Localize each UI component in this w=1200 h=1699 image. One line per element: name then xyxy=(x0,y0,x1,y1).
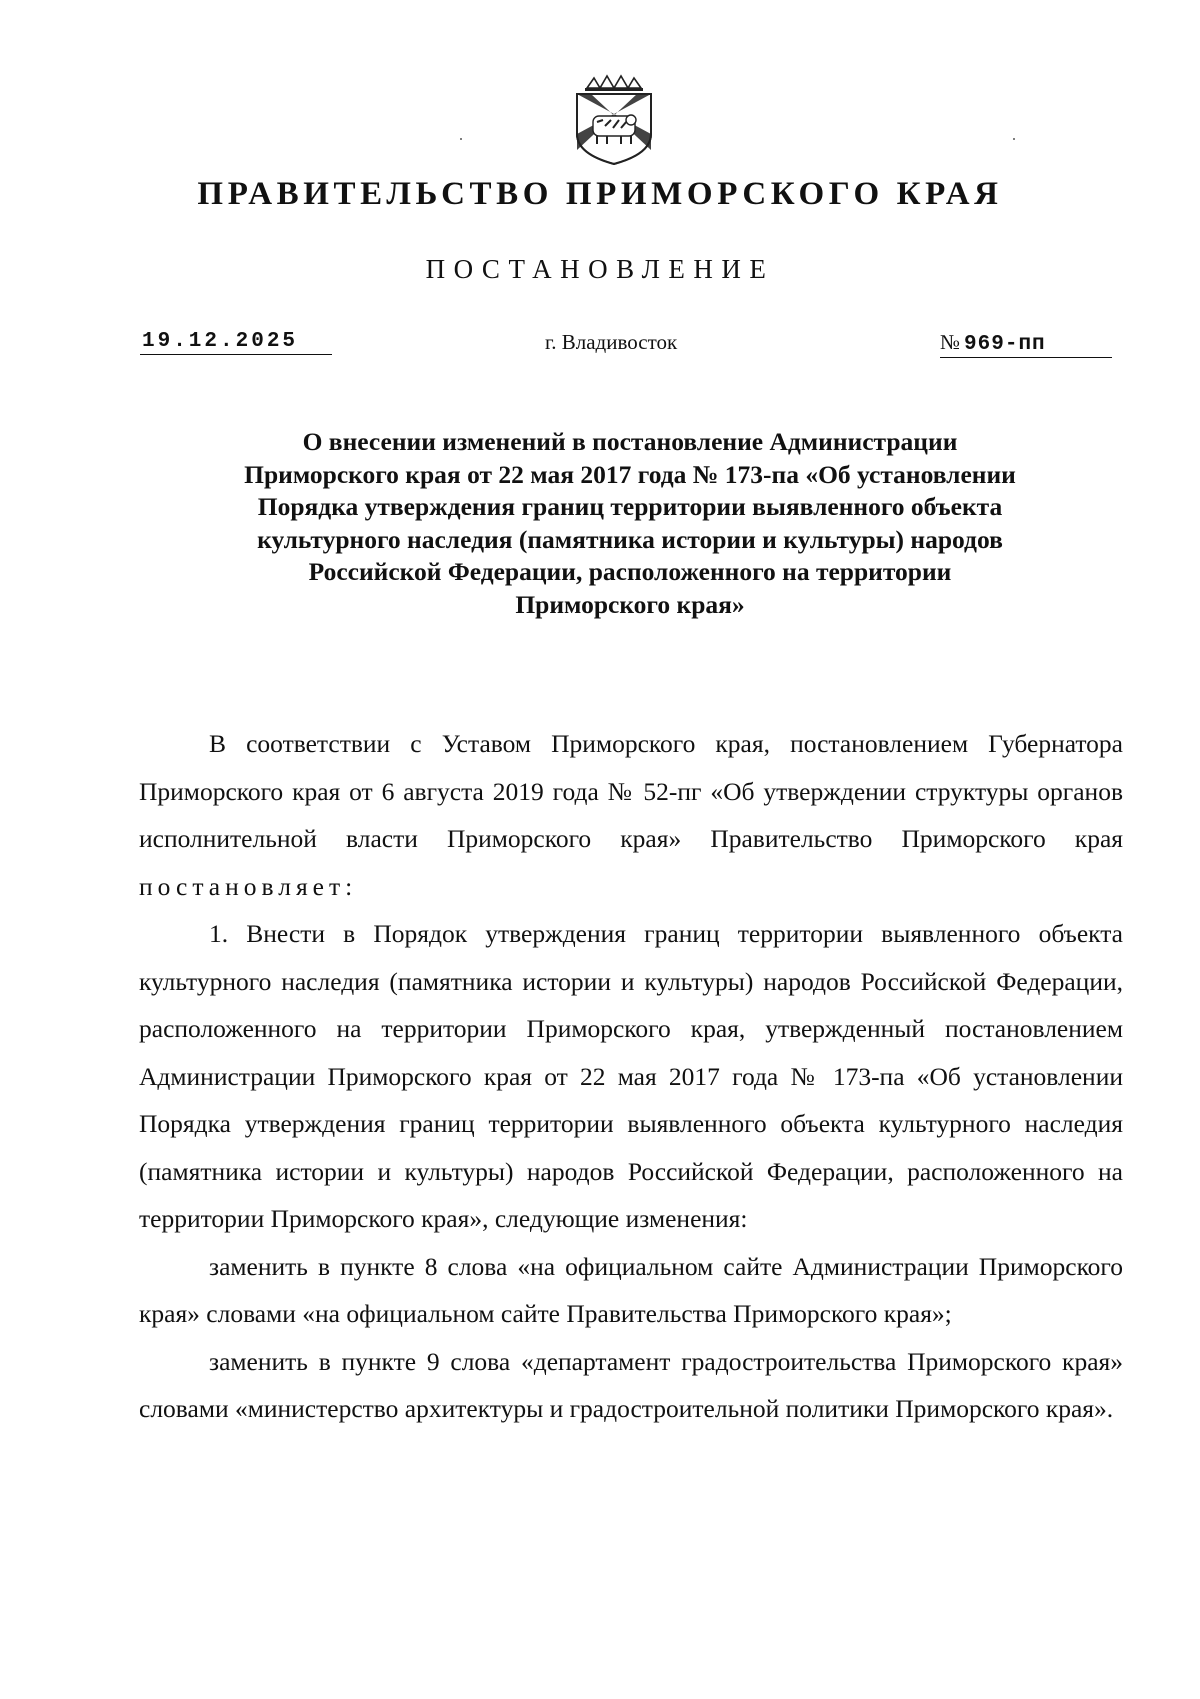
intro-paragraph xyxy=(139,720,1123,910)
number-sign: № xyxy=(940,330,961,354)
scan-dot xyxy=(1013,138,1015,140)
document-city: г. Владивосток xyxy=(545,330,678,354)
body-paragraph: заменить в пункте 9 слова «департамент градостроительства Приморского края» словами «министерство архитектуры и градостроительной политики Приморского края». xyxy=(139,1346,1123,1423)
body-paragraph: 1. Внести в Порядок утверждения границ территории выявленного объекта культурного наследия (памятника истории и культуры) народов Российской Федерации, расположенного на территории Приморского края, утвержденный постановлением Администрации Приморского края от 22 мая 2017 года № 173-па «Об установлении Порядка утверждения границ территории выявленного объекта культурного наследия (памятника истории и культуры) народов Российской Федерации, расположенного на территории Приморского края», следующие изменения: xyxy=(139,919,1123,1233)
document-title: О внесении изменений в постановление Администрации Приморского края от 22 мая 2017 года № 173-па «Об установлении Порядка утверждения границ территории выявленного объекта культурного наследия (памятника истории и культуры) народов Российской Федерации, расположенного на территории Приморского края» xyxy=(244,427,1016,619)
decrees-word: постановляет: xyxy=(139,871,358,901)
document-date: 19.12.2025 xyxy=(140,330,332,355)
government-title: ПРАВИТЕЛЬСТВО ПРИМОРСКОГО КРАЯ xyxy=(197,176,1003,212)
number-value: 969-пп xyxy=(964,333,1046,356)
body-paragraph: заменить в пункте 8 слова «на официальном сайте Администрации Приморского края» словами «на официальном сайте Правительства Приморского края»; xyxy=(139,1251,1123,1328)
scan-dot xyxy=(460,138,462,140)
document-number xyxy=(940,330,1112,358)
document-type: ПОСТАНОВЛЕНИЕ xyxy=(425,254,775,284)
coat-of-arms-icon xyxy=(573,58,655,166)
intro-text: В соответствии с Уставом Приморского края, постановлением Губернатора Приморского края от 6 августа 2019 года № 52-пг «Об утверждении структуры органов исполнительной власти Приморского края» Правительство Приморского края xyxy=(139,729,1123,853)
document-body xyxy=(139,720,1123,1433)
